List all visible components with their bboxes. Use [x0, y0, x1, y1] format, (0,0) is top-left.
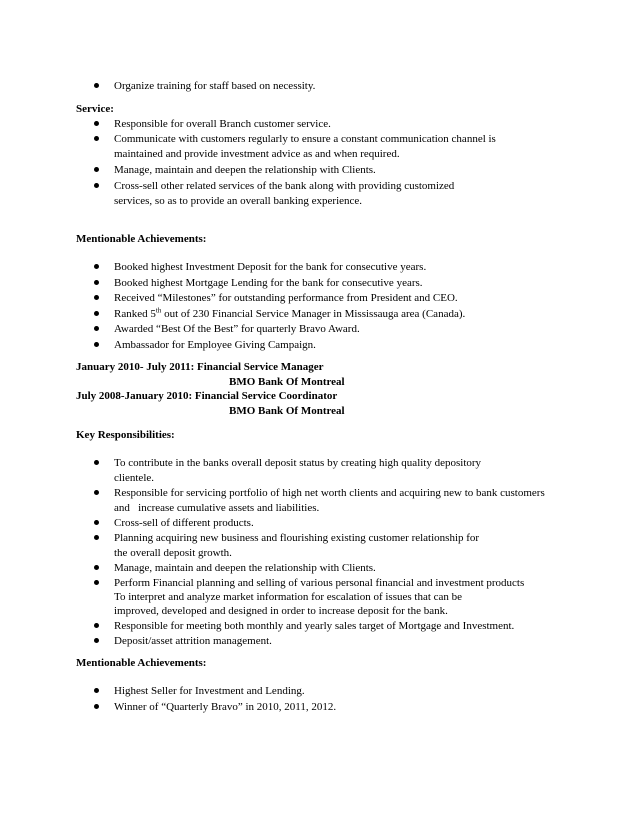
bullet-icon: [94, 580, 99, 585]
position-title: January 2010- July 2011: Financial Service Manager: [76, 361, 324, 373]
bullet-icon: [94, 623, 99, 628]
responsibility-item: Planning acquiring new business and flourishing existing customer relationship for: [114, 532, 480, 544]
achievement-item: Awarded “Best Of the Best” for quarterly Bravo Award.: [114, 323, 360, 335]
service-item: Manage, maintain and deepen the relationship with Clients.: [114, 164, 376, 176]
bullet-icon: [94, 704, 99, 709]
bullet-icon: [94, 535, 99, 540]
achievements-heading: Mentionable Achievements:: [76, 657, 207, 669]
service-item: Cross-sell other related services of the bank along with providing customized: [114, 180, 455, 192]
bullet-icon: [94, 520, 99, 525]
responsibility-item-cont: the overall deposit growth.: [114, 547, 232, 559]
responsibility-item: To contribute in the banks overall deposit status by creating high quality depository: [114, 457, 482, 469]
bullet-icon: [94, 183, 99, 188]
service-heading: Service:: [76, 103, 114, 115]
bullet-icon: [94, 264, 99, 269]
intro-item: Organize training for staff based on necessity.: [114, 80, 316, 92]
responsibility-item-cont: To interpret and analyze market information for escalation of issues that can be: [114, 591, 463, 603]
position-title: July 2008-January 2010: Financial Service Coordinator: [76, 390, 338, 402]
service-item-cont: maintained and provide investment advice as and when required.: [114, 148, 400, 160]
achievements-heading: Mentionable Achievements:: [76, 233, 207, 245]
responsibilities-heading: Key Responsibilities:: [76, 429, 175, 441]
achievement-item: Booked highest Mortgage Lending for the bank for consecutive years.: [114, 277, 423, 289]
bullet-icon: [94, 295, 99, 300]
responsibility-item: Perform Financial planning and selling of various personal financial and investment products: [114, 577, 525, 589]
achievement-item-ranked: [114, 307, 465, 321]
responsibility-item: Responsible for servicing portfolio of high net worth clients and acquiring new to bank customers: [114, 487, 545, 499]
achievement-text: out of 230 Financial Service Manager in Mississauga area (Canada).: [161, 308, 466, 320]
bullet-icon: [94, 136, 99, 141]
position-company: BMO Bank Of Montreal: [229, 405, 345, 417]
bullet-icon: [94, 83, 99, 88]
bullet-icon: [94, 311, 99, 316]
bullet-icon: [94, 688, 99, 693]
bullet-icon: [94, 326, 99, 331]
bullet-icon: [94, 460, 99, 465]
achievement-text: Ranked 5: [114, 308, 156, 320]
achievement-item: Highest Seller for Investment and Lending.: [114, 685, 305, 697]
service-item-cont: services, so as to provide an overall banking experience.: [114, 195, 363, 207]
bullet-icon: [94, 280, 99, 285]
position-company: BMO Bank Of Montreal: [229, 376, 345, 388]
bullet-icon: [94, 565, 99, 570]
responsibility-item: Responsible for meeting both monthly and yearly sales target of Mortgage and Investment.: [114, 620, 515, 632]
bullet-icon: [94, 342, 99, 347]
service-item: Responsible for overall Branch customer service.: [114, 118, 331, 130]
bullet-icon: [94, 638, 99, 643]
responsibility-item-cont: and increase cumulative assets and liabilities.: [114, 502, 320, 514]
achievement-item: Booked highest Investment Deposit for the bank for consecutive years.: [114, 261, 427, 273]
achievement-item: Received “Milestones” for outstanding performance from President and CEO.: [114, 292, 458, 304]
ordinal-suffix: th: [155, 306, 162, 315]
bullet-icon: [94, 490, 99, 495]
responsibility-item-cont: clientele.: [114, 472, 155, 484]
responsibility-item: Manage, maintain and deepen the relationship with Clients.: [114, 562, 376, 574]
bullet-icon: [94, 121, 99, 126]
bullet-icon: [94, 167, 99, 172]
responsibility-item: Cross-sell of different products.: [114, 517, 254, 529]
responsibility-item: Deposit/asset attrition management.: [114, 635, 272, 647]
achievement-item: Ambassador for Employee Giving Campaign.: [114, 339, 316, 351]
responsibility-item-cont: improved, developed and designed in order to increase deposit for the bank.: [114, 605, 448, 617]
achievement-item: Winner of “Quarterly Bravo” in 2010, 2011, 2012.: [114, 701, 337, 713]
service-item: Communicate with customers regularly to ensure a constant communication channel is: [114, 133, 496, 145]
